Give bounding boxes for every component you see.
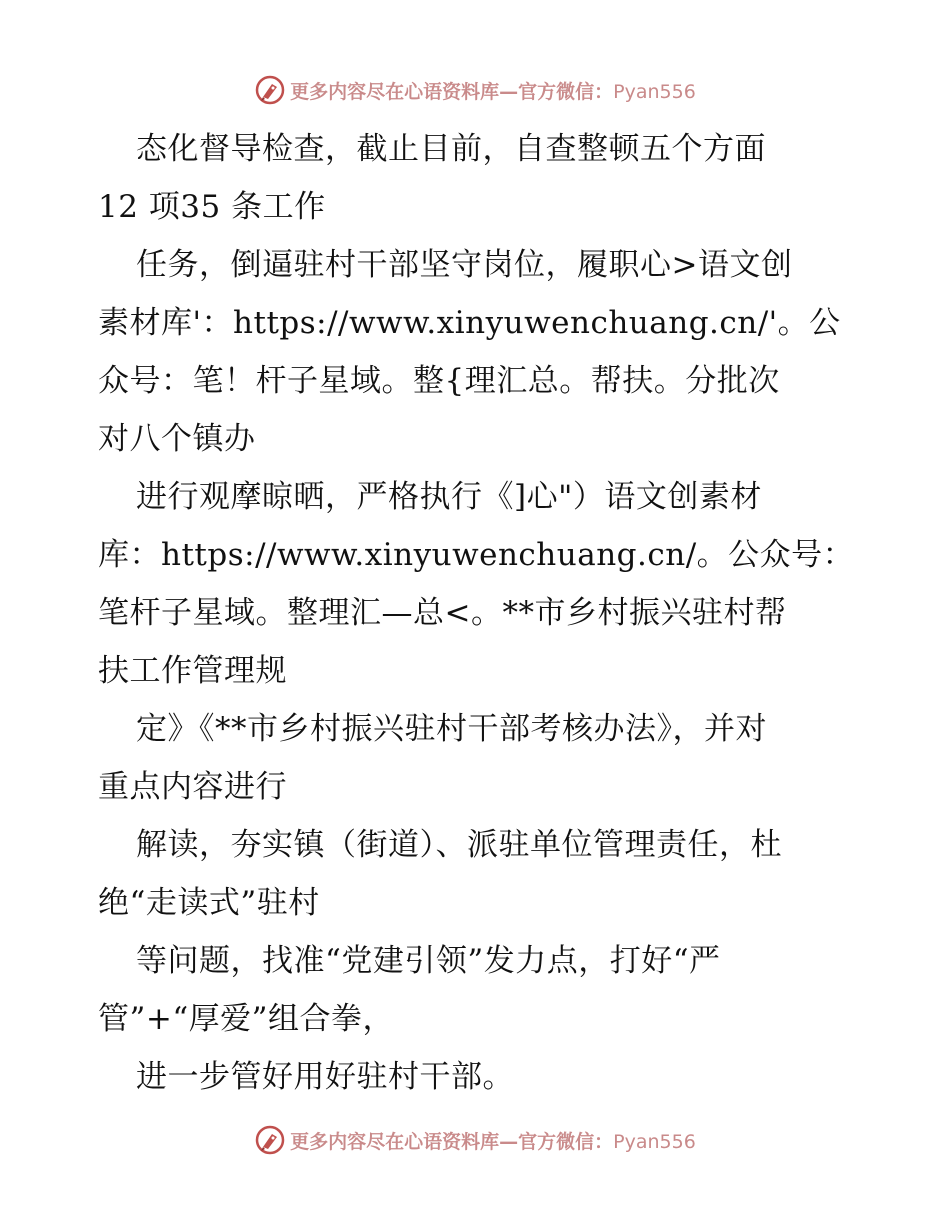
watermark-text: 更多内容尽在心语资料库—官方微信：Pyan556: [290, 1130, 696, 1153]
text-line: 绝“走读式”驻村: [98, 885, 320, 921]
text-line: 12 项35 条工作: [98, 189, 326, 225]
text-line: 众号：笔！杆子星域。整{理汇总。帮扶。分批次: [98, 363, 780, 399]
text-line: 扶工作管理规: [98, 653, 287, 689]
text-line: 素材库'：https://www.xinyuwenchuang.cn/'。公: [98, 305, 841, 341]
text-line: 对八个镇办: [98, 421, 256, 457]
text-line: 解读，夯实镇（街道）、派驻单位管理责任，杜: [136, 827, 782, 863]
text-line: 定》《**市乡村振兴驻村干部考核办法》，并对: [136, 711, 767, 747]
text-line: 进行观摩晾晒，严格执行《]心"）语文创素材: [136, 479, 762, 515]
header-watermark: [0, 70, 950, 110]
text-line: 进一步管好用好驻村干部。: [136, 1059, 514, 1095]
text-line: 态化督导检查，截止目前，自查整顿五个方面: [136, 131, 766, 167]
text-line: 笔杆子星域。整理汇—总<。**市乡村振兴驻村帮: [98, 595, 787, 631]
watermark-text: 更多内容尽在心语资料库—官方微信：Pyan556: [290, 80, 696, 103]
text-line: 任务，倒逼驻村干部坚守岗位，履职心>语文创: [136, 247, 793, 283]
pen-nib-logo-icon: [254, 1124, 286, 1156]
text-line: 管”+“厚爱”组合拳，: [98, 1001, 395, 1037]
text-line: 库：https://www.xinyuwenchuang.cn/。公众号：: [98, 537, 855, 573]
text-line: 等问题，找准“党建引领”发力点，打好“严: [136, 943, 721, 979]
footer-watermark: [0, 1120, 950, 1160]
document-body: [98, 120, 858, 1106]
text-line: 重点内容进行: [98, 769, 287, 805]
pen-nib-logo-icon: [254, 74, 286, 106]
